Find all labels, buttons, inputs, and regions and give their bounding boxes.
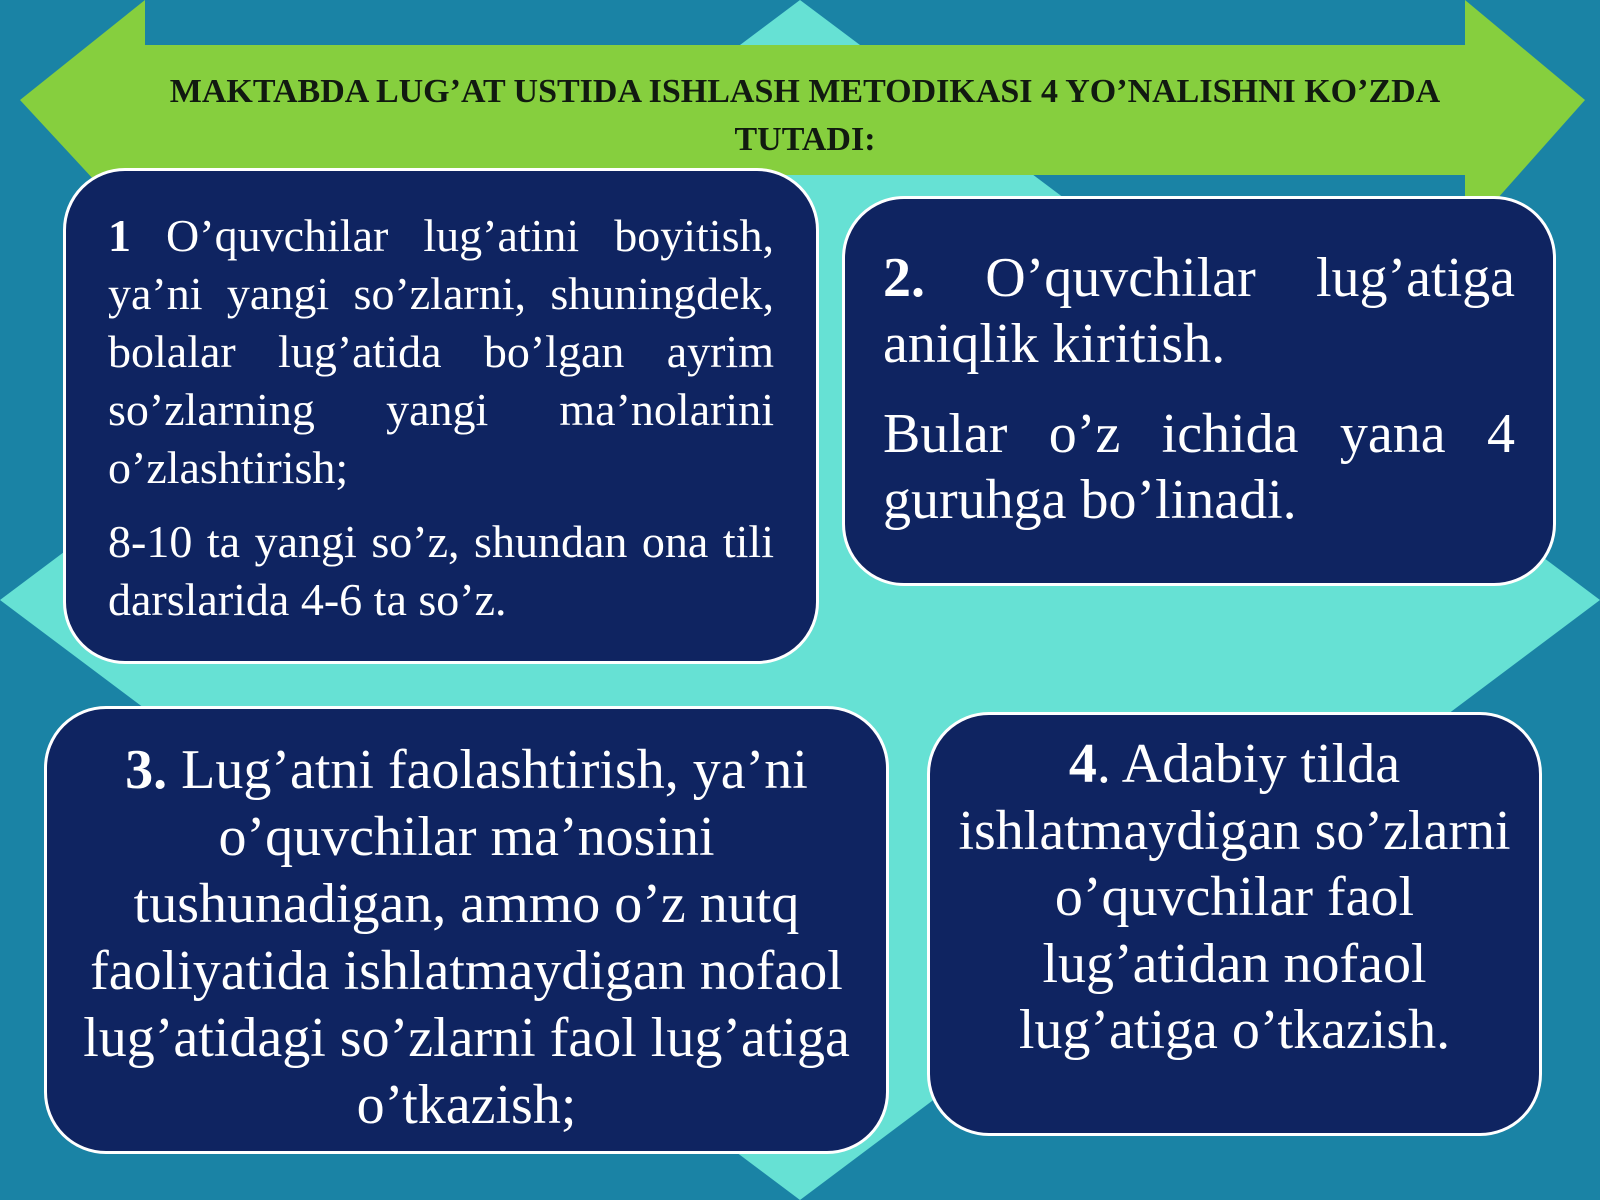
card-1-number: 1 [108, 210, 131, 261]
card-1-main [108, 207, 774, 497]
card-3-text: Lug’atni faolashtirish, ya’ni o’quvchilar ma’nosini tushunadigan, ammo o’z nutq faoliyatida ishlatmaydigan nofaol lug’atidagi so’zlarni faol lug’atiga o’tkazish; [83, 739, 850, 1136]
card-3-main [77, 737, 856, 1139]
card-2 [842, 196, 1556, 586]
card-4-text: . Adabiy tilda ishlatmaydigan so’zlarni o’quvchilar faol lug’atidan nofaol lug’atiga o’tkazish. [958, 733, 1511, 1061]
card-4-main [950, 731, 1519, 1064]
card-4-number: 4 [1068, 733, 1097, 795]
card-3 [44, 706, 889, 1154]
card-3-number: 3. [125, 739, 168, 801]
card-2-text: O’quvchilar lug’atiga aniqlik kiritish. [883, 247, 1515, 375]
card-2-main [883, 245, 1515, 377]
card-1-note: 8-10 ta yangi so’z, shundan ona tili darslarida 4-6 ta so’z. [108, 516, 774, 625]
card-4 [927, 712, 1542, 1136]
card-1-text: O’quvchilar lug’atini boyitish, ya’ni yangi so’zlarni, shuningdek, bolalar lug’atida bo’lgan ayrim so’zlarning yangi ma’nolarini o’zlashtirish; [108, 210, 774, 493]
card-1 [63, 168, 819, 664]
card-2-number: 2. [883, 247, 925, 309]
banner-title: MAKTABDA LUG’AT USTIDA ISHLASH METODIKASI 4 YO’NALISHNI KO’ZDA TUTADI: [169, 73, 1441, 158]
card-2-note: Bular o’z ichida yana 4 guruhga bo’linadi. [883, 403, 1515, 531]
